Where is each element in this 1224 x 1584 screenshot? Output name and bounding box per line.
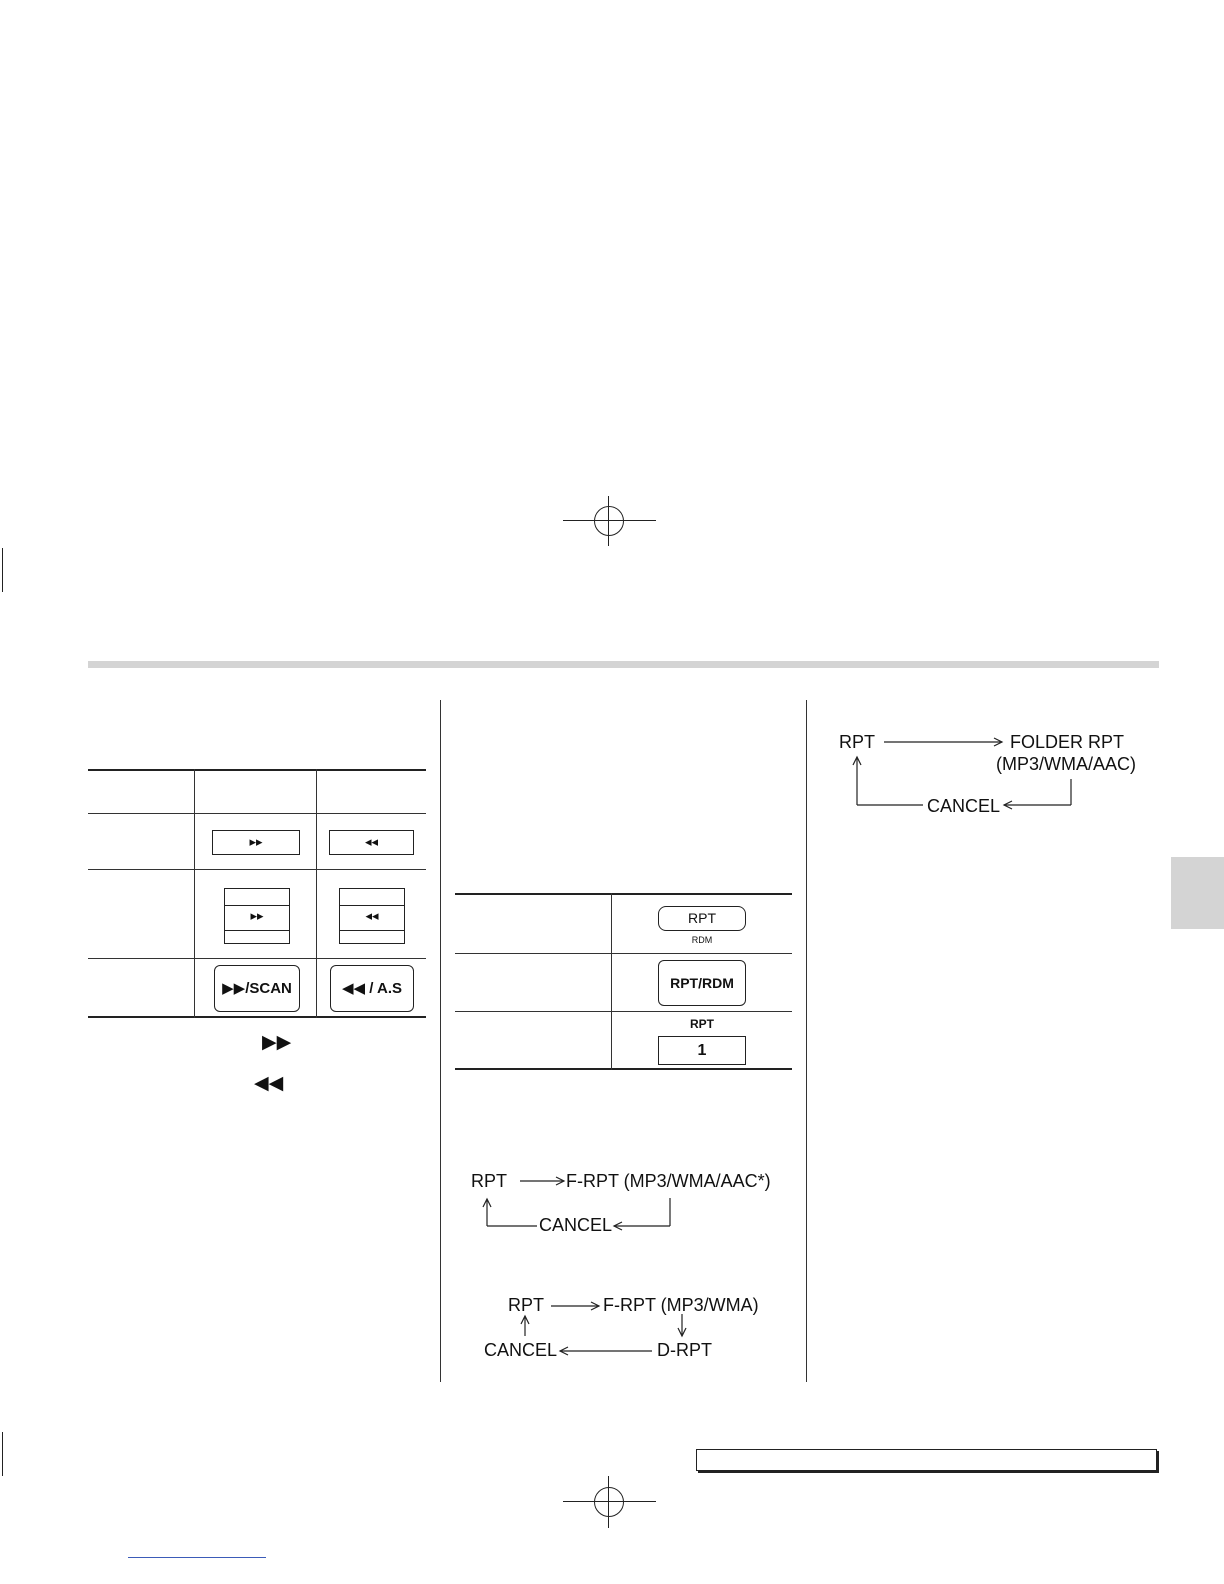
inline-rewind-icon: ◀◀ — [254, 1073, 284, 1094]
rewind-button-type-b[interactable] — [339, 888, 405, 944]
diagram2-cancel-label: CANCEL — [484, 1340, 558, 1360]
diagram1-cancel-label: CANCEL — [539, 1215, 613, 1235]
crop-mark-left-bottom — [2, 1432, 3, 1476]
column-divider-left — [440, 700, 441, 1382]
column-divider-right — [806, 700, 807, 1382]
footer-box-shadow — [698, 1471, 1159, 1473]
repeat-preset-top-label: RPT — [690, 1017, 714, 1031]
rewind-auto-store-button[interactable] — [330, 965, 414, 1012]
fast-forward-scan-button[interactable] — [214, 965, 300, 1012]
repeat-random-label: RPT/RDM — [670, 975, 734, 991]
diagram3-rpt-label: RPT — [839, 732, 875, 752]
section-tab — [1171, 857, 1224, 929]
fast-forward-icon: ▸▸ — [250, 908, 264, 923]
footer-box-shadow-right — [1157, 1451, 1159, 1473]
footer-link-underline[interactable] — [128, 1557, 266, 1558]
fast-forward-button-type-a[interactable] — [212, 830, 300, 855]
preset-1-button[interactable] — [658, 1036, 746, 1065]
fast-forward-button-type-b[interactable] — [224, 888, 290, 944]
fast-forward-icon: ▸▸ — [249, 834, 263, 849]
repeat-button-label: RPT — [688, 910, 716, 926]
rewind-button-type-a[interactable] — [329, 830, 414, 855]
diagram2-rpt-label: RPT — [508, 1295, 544, 1315]
diagram3-folder-label: FOLDER RPT — [1010, 732, 1125, 752]
random-sub-label: RDM — [691, 935, 713, 945]
diagram3-formats-label: (MP3/WMA/AAC) — [996, 754, 1137, 774]
crop-mark-left-top — [2, 548, 3, 592]
diagram2-drpt-label: D-RPT — [657, 1340, 712, 1360]
diagram3-arrows — [830, 725, 1160, 825]
diagram3-cancel-label: CANCEL — [927, 796, 1001, 816]
scan-label: ▶▶/SCAN — [222, 980, 292, 997]
footer-title-box — [696, 1449, 1157, 1471]
rewind-icon: ◂◂ — [364, 834, 379, 849]
diagram1-frpt-label: F-RPT (MP3/WMA/AAC*) — [566, 1171, 771, 1191]
auto-store-label: ◀◀ / A.S — [341, 980, 403, 997]
preset-1-label: 1 — [697, 1042, 707, 1059]
diagram2-frpt-label: F-RPT (MP3/WMA) — [603, 1295, 759, 1315]
diagram2-arrows — [460, 1290, 800, 1370]
repeat-button-type-a[interactable] — [658, 906, 746, 931]
diagram1-rpt-label: RPT — [471, 1171, 507, 1191]
diagram1-arrows — [460, 1165, 800, 1245]
repeat-random-button[interactable] — [658, 960, 746, 1006]
inline-fast-forward-icon: ▶▶ — [262, 1032, 292, 1053]
rewind-icon: ◂◂ — [365, 908, 379, 923]
header-band — [88, 661, 1159, 668]
